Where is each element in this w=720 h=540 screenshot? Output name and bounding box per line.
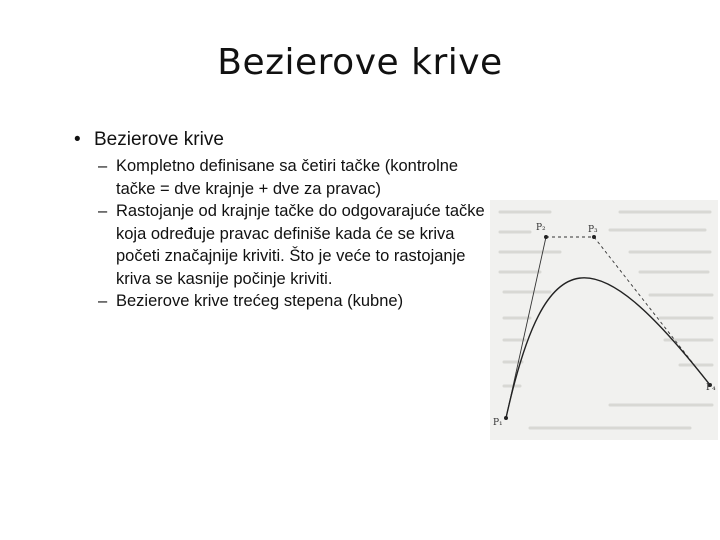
dash-marker: – [98, 292, 108, 310]
dash-marker: – [98, 157, 108, 175]
slide-content [74, 128, 494, 313]
label-p3: P₃ [588, 225, 598, 235]
slide-title: Bezierove krive [217, 42, 503, 83]
bullet-item [74, 128, 494, 152]
bullet-marker: • [74, 129, 81, 150]
label-p4: P₄ [706, 383, 716, 393]
control-point-p1 [504, 416, 508, 420]
control-point-p3 [592, 235, 596, 239]
sub-bullet-text: Kompletno definisane sa četiri tačke (kontrolne tačke = dve krajnje + dve za pravac) [116, 157, 459, 198]
bullet-text: Bezierove krive [94, 129, 224, 150]
dash-marker: – [98, 202, 108, 220]
label-p1: P₁ [493, 418, 503, 428]
bezier-curve [506, 278, 710, 418]
control-point-p2 [544, 235, 548, 239]
scan-background-texture [500, 212, 712, 428]
bezier-diagram [490, 200, 718, 440]
label-p2: P₂ [536, 223, 546, 233]
sub-bullet-list [98, 155, 494, 313]
sub-bullet-text: Rastojanje od krajnje tačke do odgovarajuće tačke koja određuje pravac definiše kada će se kriva početi značajnije kriviti. Što je veće to rastojanje kriva se kasnije počinje kriviti. [116, 202, 485, 288]
sub-bullet-item [98, 155, 494, 200]
sub-bullet-text: Bezierove krive trećeg stepena (kubne) [116, 292, 404, 310]
bezier-curve-figure [490, 200, 718, 440]
sub-bullet-item [98, 200, 494, 290]
sub-bullet-item [98, 290, 494, 313]
